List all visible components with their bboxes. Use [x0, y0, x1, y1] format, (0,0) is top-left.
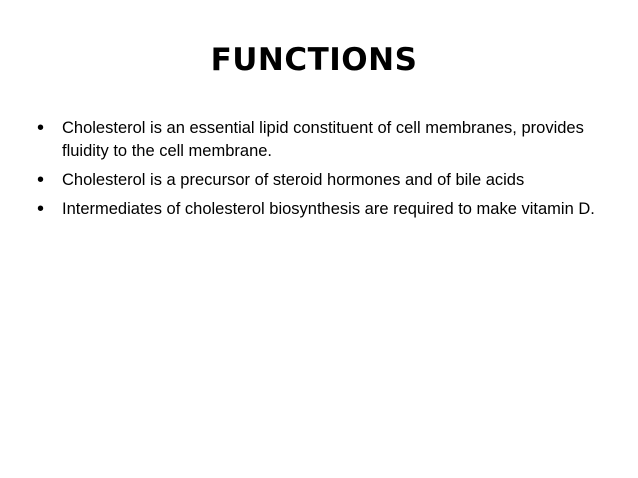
bullet-item	[34, 117, 614, 163]
bullet-item	[34, 169, 614, 192]
bullet-list	[34, 117, 614, 227]
bullet-text: Cholesterol is a precursor of steroid hormones and of bile acids	[62, 171, 525, 189]
bullet-point-icon: •	[37, 169, 45, 191]
bullet-item	[34, 198, 614, 221]
bullet-point-icon: •	[37, 198, 45, 220]
slide-title: FUNCTIONS	[210, 42, 418, 78]
bullet-text: Intermediates of cholesterol biosynthesis are required to make vitamin D.	[62, 200, 595, 218]
bullet-point-icon: •	[37, 117, 45, 139]
bullet-text: Cholesterol is an essential lipid constituent of cell membranes, provides fluidity to the cell membrane.	[62, 119, 584, 160]
